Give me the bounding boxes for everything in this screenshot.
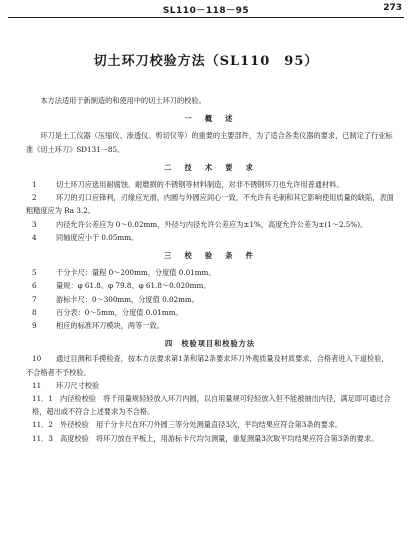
condition-item: 7 游标卡尺：0～300mm，分度值 0.02mm。: [32, 294, 199, 304]
requirement-item: 3 内径允许公差应为 0～0.02mm，外径与内径允许公差应为±1%，高度允许公差为±(1～2.5%)。: [32, 219, 368, 229]
method-paragraph: 10 通过目测和手摸检查，按本方法要求第1条和第2条要求环刀外观质量及材质要求，合格者进入下道检验，不合格者不予校验。: [26, 354, 389, 377]
page-number: 273: [383, 3, 402, 13]
running-header: [0, 0, 412, 22]
header-rule: [8, 17, 404, 18]
condition-item: 6 量规：φ 61.8、φ 79.8、φ 61.8～0.020mm。: [32, 281, 211, 291]
requirement-item: 4 同轴度应小于 0.05mm。: [32, 232, 139, 242]
section-heading-methods: 四 校验项目和校验方法: [164, 339, 256, 349]
method-item: 11．3 高度校验 将环刀放在平板上，用游标卡尺均匀测量，重复测量3次取平均结果应符合第3条的要求。: [32, 433, 379, 443]
method-item: 11．2 外径校验 用千分卡尺在环刀外圆三等分处测量直径3次，平均结果应符合第3条的要求。: [32, 420, 343, 430]
standard-number: SL110－118－95: [162, 6, 250, 16]
method-subheading: 11 环刀尺寸校验: [32, 380, 100, 390]
method-item: 11．1 内径检校验 将千用量规轻轻放入环刀内圆，以自用量规可轻轻放入但不能被抽出内径，满足即可通过合格，超出或不符合上述要求为不合格。: [32, 394, 391, 417]
requirement-item: 1 切土环刀应选用耐腐蚀、耐磨损的不锈钢等材料制造，对非不锈钢环刀也允许用普通材料。: [32, 180, 344, 190]
intro-paragraph: 本方法适用于新制造的和使用中的切土环刀的校验。: [40, 96, 206, 105]
requirement-item: 2 环刀的刃口应锋利，刃缘应光滑，内圆与外圆应同心一致，不允许有毛刺和其它影响使用质量的缺陷，表面粗糙度应为 Ra 3.2。: [26, 193, 394, 216]
document-title: 切土环刀校验方法（SL110 95）: [93, 54, 319, 69]
section-heading-overview: 一 概 述: [184, 114, 236, 124]
condition-item: 8 百分表：0～5mm，分度值 0.01mm。: [32, 307, 183, 317]
section-heading-requirements: 二 技 术 要 求: [164, 162, 256, 172]
document-body: [26, 94, 394, 445]
section-heading-conditions: 三 校 验 条 件: [164, 251, 256, 261]
overview-paragraph: 环刀是土工仪器（压缩仪、渗透仪、剪切仪等）的重要的主要部件，为了适合各类仪器的要求，已制定了行业标准《切土环刀》SD131－85。: [26, 131, 393, 154]
condition-item: 9 相应的标准环刀模块，两等一致。: [32, 321, 164, 331]
condition-item: 5 千分卡尺：量程 0～200mm，分度值 0.01mm。: [32, 268, 216, 278]
